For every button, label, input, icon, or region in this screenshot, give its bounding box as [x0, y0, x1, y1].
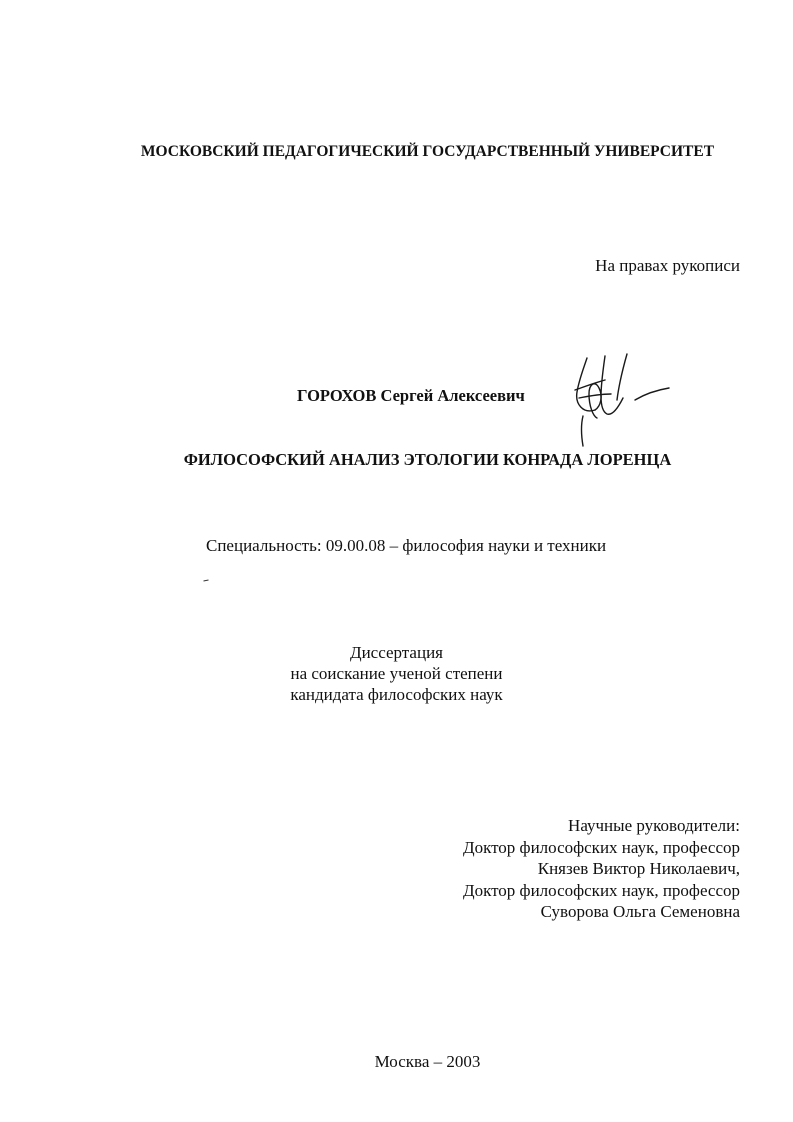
handwritten-signature — [565, 350, 675, 460]
ink-speck — [203, 579, 209, 582]
specialty-line: Специальность: 09.00.08 – философия науки и техники — [206, 536, 607, 555]
advisor-1-degree: Доктор философских наук, профессор — [462, 837, 740, 857]
author-name: ГОРОХОВ Сергей Алексеевич — [297, 386, 525, 405]
dissertation-label: Диссертация — [349, 643, 443, 662]
advisors-heading: Научные руководители: — [568, 816, 740, 835]
dissertation-title: ФИЛОСОФСКИЙ АНАЛИЗ ЭТОЛОГИИ КОНРАДА ЛОРЕНЦА — [183, 450, 672, 469]
advisor-1-name: Князев Виктор Николаевич, — [537, 859, 740, 879]
manuscript-note: На правах рукописи — [595, 256, 740, 275]
university-name: МОСКОВСКИЙ ПЕДАГОГИЧЕСКИЙ ГОСУДАРСТВЕННЫЙ УНИВЕРСИТЕТ — [140, 143, 715, 160]
dissertation-block — [0, 642, 793, 705]
advisor-2-degree: Доктор философских наук, профессор — [462, 880, 740, 900]
advisors-block — [463, 815, 740, 923]
advisor-2-name: Суворова Ольга Семеновна — [540, 902, 740, 922]
degree-purpose: на соискание ученой степени — [290, 664, 503, 683]
degree-field: кандидата философских наук — [290, 685, 503, 704]
city-year: Москва – 2003 — [374, 1052, 481, 1071]
